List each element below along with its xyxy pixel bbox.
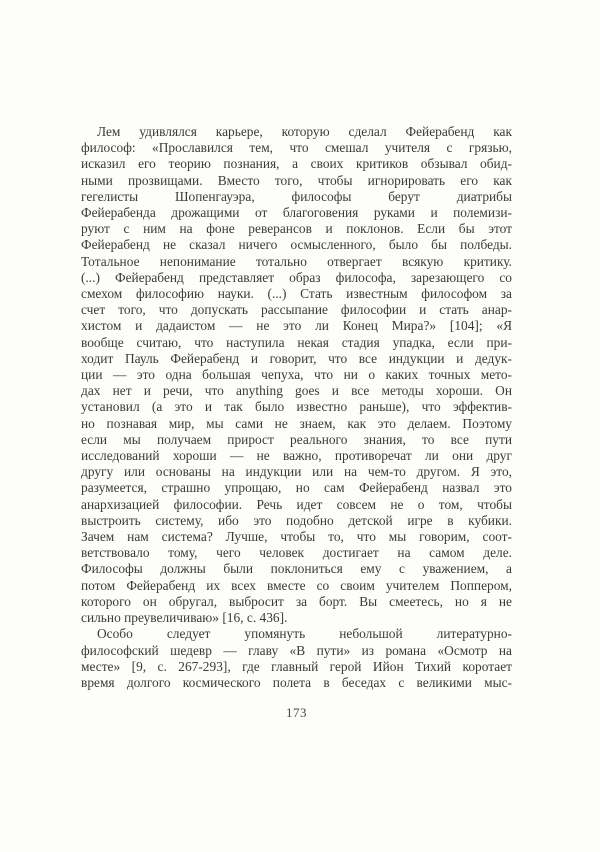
text-line: гегелисты Шопенгауэра, философы берут диатрибы: [81, 188, 512, 204]
text-line: выстроить систему, ибо это подобно детской игре в кубики.: [81, 512, 512, 528]
text-line: философ: «Прославился тем, что смешал учителя с грязью,: [81, 140, 512, 156]
text-line: Тотальное непонимание тотально отвергает всякую критику.: [81, 253, 512, 269]
text-line: смехом философию науки. (...) Стать известным философом за: [81, 286, 512, 302]
text-line: но познавая мир, мы сами не знаем, как это делаем. Поэтому: [81, 415, 512, 431]
text-line: исследований хороши — не важно, противоречат ли они друг: [81, 448, 512, 464]
page-number: 173: [286, 705, 307, 720]
text-line: месте» [9, с. 267-293], где главный герой Ийон Тихий коротает: [81, 658, 512, 674]
paragraph: [81, 124, 512, 626]
paragraph: [81, 626, 512, 691]
text-line: которого он обругал, выбросит за борт. Вы смеетесь, но я не: [81, 593, 512, 609]
text-line: сильно преувеличиваю» [16, с. 436].: [81, 610, 288, 626]
text-line: вообще считаю, что наступила некая стадия упадка, если при-: [81, 334, 512, 350]
text-line: ции — это одна большая чепуха, что ни о каких точных мето-: [81, 367, 512, 383]
text-line: Философы должны были поклониться ему с уважением, а: [81, 561, 512, 577]
text-line: (...) Фейерабенд представляет образ философа, зарезающего со: [81, 269, 512, 285]
text-line: ными прозвищами. Вместо того, чтобы игнорировать его как: [81, 172, 512, 188]
text-line: хистом и дадаистом — не это ли Конец Мира?» [104]; «Я: [81, 318, 512, 334]
text-line: Фейерабенд не сказал ничего осмысленного, было бы полбеды.: [81, 237, 512, 253]
text-line: установил (а это и так было известно раньше), что эффектив-: [81, 399, 512, 415]
text-line: философский шедевр — главу «В пути» из романа «Осмотр на: [81, 642, 512, 658]
text-line: ветствовало тому, чего человек достигает на самом деле.: [81, 545, 512, 561]
text-line: дах нет и речи, что anything goes и все методы хороши. Он: [81, 383, 512, 399]
text-line: разумеется, страшно упрощаю, но сам Фейерабенд назвал это: [81, 480, 512, 496]
text-line: потом Фейерабенд их всех вместе со своим учителем Поппером,: [81, 577, 512, 593]
text-line: Фейерабенда дрожащими от благоговения руками и полемизи-: [81, 205, 512, 221]
text-line: счет того, что допускать рассыпание философии и стать анар-: [81, 302, 512, 318]
text-block: [81, 124, 512, 691]
text-line: исказил его теорию познания, а своих критиков обзывал обид-: [81, 156, 512, 172]
text-line: время долгого космического полета в беседах с великими мыс-: [81, 674, 512, 690]
text-line: ходит Пауль Фейерабенд и говорит, что все индукции и дедук-: [81, 350, 512, 366]
text-line: если мы получаем прирост реального знания, то все пути: [81, 431, 512, 447]
text-line: анархизацией философии. Речь идет совсем не о том, чтобы: [81, 496, 512, 512]
text-line: руют с ним на фоне реверансов и поклонов. Если бы этот: [81, 221, 512, 237]
text-line: Особо следует упомянуть небольшой литературно-: [97, 626, 512, 642]
text-line: другу или основаны на индукции или на чем-то другом. Я это,: [81, 464, 512, 480]
text-line: Лем удивлялся карьере, которую сделал Фейерабенд как: [97, 124, 512, 139]
text-line: Зачем нам система? Лучше, чтобы то, что мы говорим, соот-: [81, 529, 512, 545]
